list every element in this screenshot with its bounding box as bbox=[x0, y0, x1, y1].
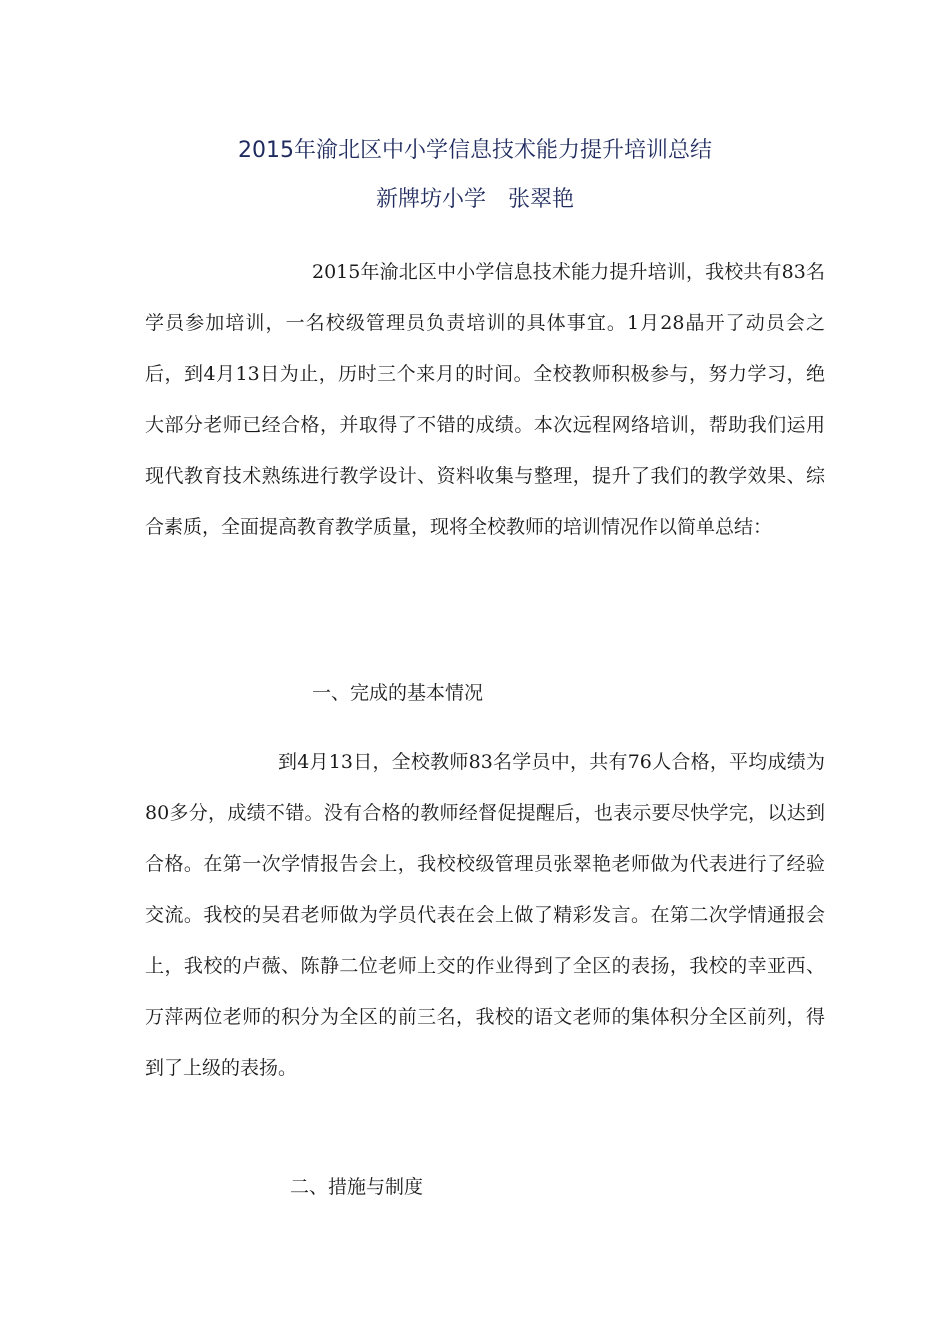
school-name: 新牌坊小学 bbox=[375, 187, 486, 212]
section-heading-measures: 二、措施与制度 bbox=[290, 1176, 424, 1198]
document-byline bbox=[0, 185, 950, 215]
author-name: 张翠艳 bbox=[508, 187, 575, 212]
document-title: 2015年渝北区中小学信息技术能力提升培训总结 bbox=[238, 138, 712, 163]
section-heading-basic-situation: 一、完成的基本情况 bbox=[312, 682, 484, 704]
intro-paragraph: 2015年渝北区中小学信息技术能力提升培训，我校共有83名学员参加培训，一名校级管理员负责培训的具体事宜。1月28晶开了动员会之后，到4月13日为止，历时三个来月的时间。全校教师积极参与，努力学习，绝大部分老师已经合格，并取得了不错的成绩。本次远程网络培训，帮助我们运用现代教育技术熟练进行教学设计、资料收集与整理，提升了我们的教学效果、综合素质，全面提高教育教学质量，现将全校教师的培训情况作以简单总结： bbox=[145, 261, 825, 538]
section-paragraph-basic-situation: 到4月13日，全校教师83名学员中，共有76人合格，平均成绩为80多分，成绩不错。没有合格的教师经督促提醒后，也表示要尽快学完，以达到合格。在第一次学情报告会上，我校校级管理员张翠艳老师做为代表进行了经验交流。我校的吴君老师做为学员代表在会上做了精彩发言。在第二次学情通报会上，我校的卢薇、陈静二位老师上交的作业得到了全区的表扬，我校的幸亚西、万萍两位老师的积分为全区的前三名，我校的语文老师的集体积分全区前列，得到了上级的表扬。 bbox=[145, 751, 825, 1079]
